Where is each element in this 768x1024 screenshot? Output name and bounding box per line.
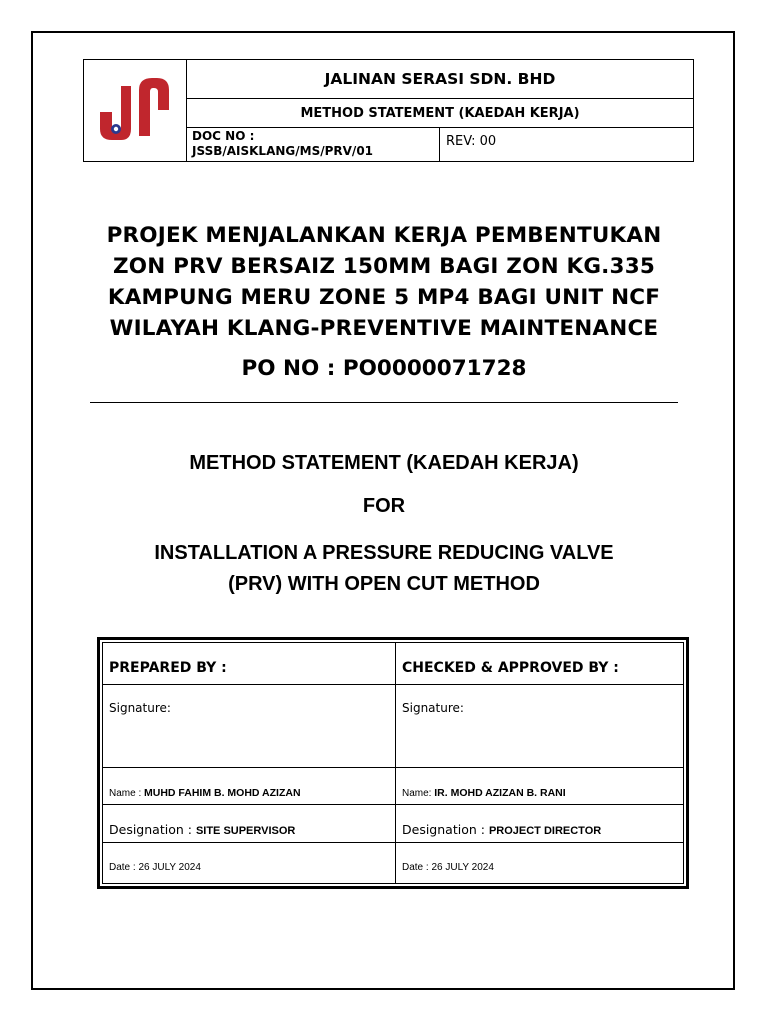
document-number [187,128,440,161]
document-header [83,59,694,162]
method-subject-line: INSTALLATION A PRESSURE REDUCING VALVE [154,542,614,564]
method-subject-line: (PRV) WITH OPEN CUT METHOD [228,573,540,595]
approved-date: Date : 26 JULY 2024 [402,862,494,873]
doc-no-label: DOC NO : [192,129,255,143]
signoff-table [97,637,689,889]
title-line: PROJEK MENJALANKAN KERJA PEMBENTUKAN [106,223,662,248]
doc-no-value: JSSB/AISKLANG/MS/PRV/01 [192,144,374,158]
prepared-designation [103,822,301,837]
method-subject [40,538,728,600]
company-logo [84,60,187,161]
designation-value: PROJECT DIRECTOR [488,825,602,837]
prepared-name [103,787,307,799]
name-label: Name : [109,788,142,799]
jssb-logo-icon [95,74,175,146]
title-line: WILAYAH KLANG-PREVENTIVE MAINTENANCE [109,316,659,341]
project-title [40,220,728,344]
name-label: Name: [402,788,432,799]
revision: REV: 00 [446,134,497,149]
prepared-date: Date : 26 JULY 2024 [109,862,201,873]
designation-label: Designation : [109,822,192,837]
approved-signature-label: Signature: [402,701,464,715]
name-value: MUHD FAHIM B. MOHD AZIZAN [144,787,301,799]
prepared-signature-label: Signature: [109,701,171,715]
prepared-by-heading: PREPARED BY : [109,660,227,676]
designation-label: Designation : [402,822,485,837]
company-name: JALINAN SERASI SDN. BHD [187,60,693,99]
title-line: KAMPUNG MERU ZONE 5 MP4 BAGI UNIT NCF [107,285,661,310]
approved-by-heading: CHECKED & APPROVED BY : [402,660,619,676]
method-line: METHOD STATEMENT (KAEDAH KERJA) [189,452,579,474]
po-number: PO NO : PO0000071728 [241,356,527,381]
approved-name [396,787,572,799]
title-line: ZON PRV BERSAIZ 150MM BAGI ZON KG.335 [112,254,656,279]
document-type: METHOD STATEMENT (KAEDAH KERJA) [187,99,693,128]
divider [90,402,678,403]
method-for: FOR [362,495,406,517]
designation-value: SITE SUPERVISOR [195,825,296,837]
name-value: IR. MOHD AZIZAN B. RANI [434,787,566,799]
approved-designation [396,822,607,837]
